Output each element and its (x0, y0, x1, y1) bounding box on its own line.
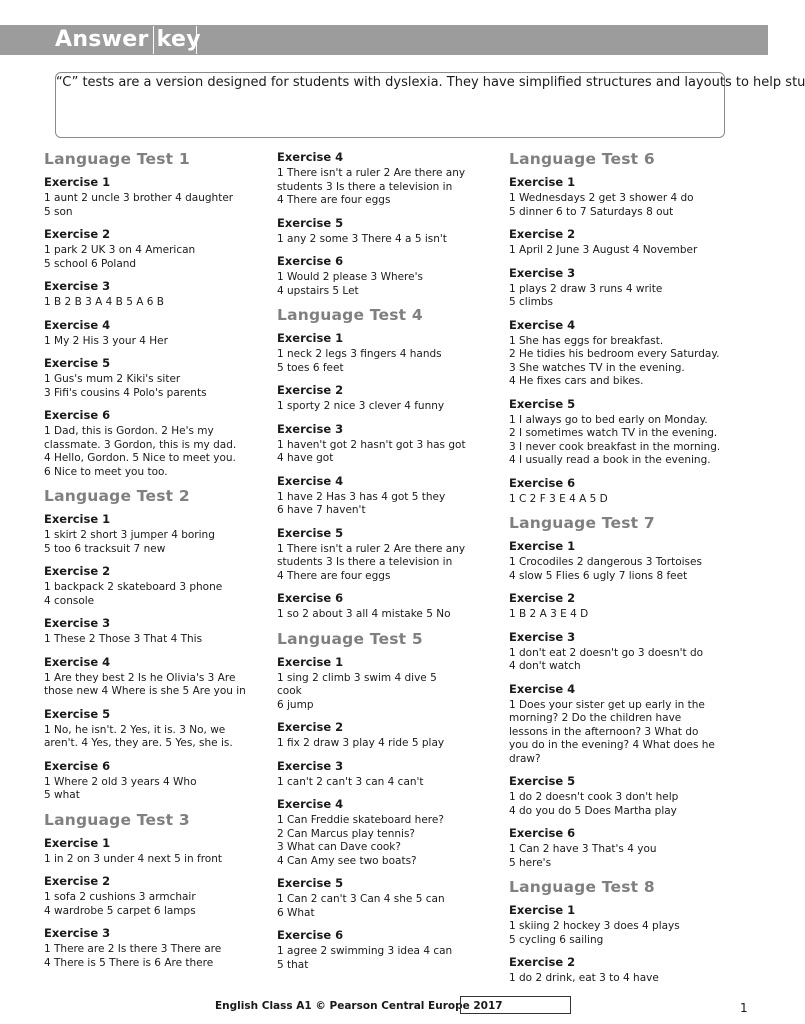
answer-line: 1 These 2 Those 3 That 4 This (44, 633, 203, 645)
exercise-heading: Exercise 1 (509, 903, 576, 917)
answer-line: 4 There is 5 There is 6 Are there (44, 956, 214, 969)
language-test-heading: Language Test 1 (44, 150, 190, 168)
answer-line: 1 sofa 2 cushions 3 armchair (44, 891, 196, 903)
exercise-block (44, 408, 266, 479)
answer-line: 1 don't eat 2 doesn't go 3 doesn't do (509, 646, 704, 659)
exercise-heading: Exercise 1 (277, 331, 344, 345)
answer-line: 5 dinner 6 to 7 Saturdays 8 out (509, 205, 674, 218)
answer-line: 6 jump (277, 698, 314, 711)
language-test-heading: Language Test 6 (509, 150, 655, 168)
answer-line: 5 climbs (509, 296, 553, 308)
exercise-heading: Exercise 3 (44, 926, 111, 940)
exercise-block (277, 383, 499, 414)
answer-line: students 3 Is there a television in (277, 180, 453, 193)
answer-line: 1 C 2 F 3 E 4 A 5 D (509, 492, 608, 505)
exercise-block (509, 175, 731, 219)
answer-line: 5 too 6 tracksuit 7 new (44, 542, 166, 555)
answer-line: 1 so 2 about 3 all 4 mistake 5 No (277, 608, 451, 620)
answer-line: 1 Gus's mum 2 Kiki's siter (44, 373, 181, 385)
answer-line: 1 aunt 2 uncle 3 brother 4 daughter (44, 192, 234, 204)
exercise-block (44, 874, 266, 918)
answer-line: 4 upstairs 5 Let (277, 284, 359, 297)
answer-line: 4 don't watch (509, 660, 581, 672)
exercise-heading: Exercise 5 (44, 706, 111, 721)
exercise-heading: Exercise 4 (509, 681, 576, 696)
exercise-block (509, 539, 731, 583)
exercise-block (509, 266, 731, 310)
exercise-block (44, 759, 266, 803)
exercise-block (277, 422, 499, 466)
exercise-heading: Exercise 1 (44, 835, 111, 850)
answer-line: 1 There are 2 Is there 3 There are (44, 943, 222, 955)
exercise-heading: Exercise 2 (277, 383, 344, 397)
exercise-heading: Exercise 2 (44, 874, 111, 888)
exercise-heading: Exercise 5 (44, 356, 111, 370)
exercise-heading: Exercise 2 (277, 720, 344, 734)
exercise-block (277, 150, 499, 208)
answer-line: 1 Does your sister get up early in the (509, 698, 705, 711)
exercise-heading: Exercise 5 (277, 876, 344, 890)
exercise-block (509, 903, 731, 947)
answer-line: 1 B 2 A 3 E 4 D (509, 608, 589, 620)
answer-line: 5 cycling 6 sailing (509, 933, 604, 946)
exercise-heading: Exercise 3 (509, 629, 576, 644)
text-selection-box (153, 26, 197, 54)
answer-line: 1 plays 2 draw 3 runs 4 write (509, 282, 663, 295)
exercise-heading: Exercise 3 (44, 616, 111, 630)
answer-line: 4 Can Amy see two boats? (277, 854, 417, 867)
language-test-heading: Language Test 3 (44, 810, 190, 829)
answer-line: 3 She watches TV in the evening. (509, 361, 685, 374)
exercise-block (277, 876, 499, 920)
exercise-block (277, 797, 499, 868)
answer-line: 4 He fixes cars and bikes. (509, 375, 644, 387)
exercise-heading: Exercise 4 (509, 317, 576, 332)
exercise-block (277, 216, 499, 247)
answer-line: 1 April 2 June 3 August 4 November (509, 244, 698, 256)
answer-line: 1 Wednesdays 2 get 3 shower 4 do (509, 192, 694, 204)
answer-line: 1 sporty 2 nice 3 clever 4 funny (277, 400, 445, 412)
answer-line: 1 backpack 2 skateboard 3 phone (44, 581, 223, 593)
page-number: 1 (740, 1001, 748, 1015)
exercise-block (277, 655, 499, 713)
page-title: Answer key (55, 27, 201, 52)
exercise-block (509, 227, 731, 258)
exercise-heading: Exercise 2 (44, 564, 111, 578)
language-test-heading: Language Test 5 (277, 629, 423, 648)
answer-line: 1 Can 2 have 3 That's 4 you (509, 843, 657, 855)
exercise-block (44, 356, 266, 400)
answer-line: 1 fix 2 draw 3 play 4 ride 5 play (277, 737, 445, 749)
exercise-heading: Exercise 6 (44, 408, 111, 422)
exercise-block (509, 774, 731, 818)
exercise-block (44, 926, 266, 970)
answer-line: aren't. 4 Yes, they are. 5 Yes, she is. (44, 737, 233, 749)
answer-line: 1 do 2 drink, eat 3 to 4 have (509, 972, 659, 984)
answer-line: 3 Fifi's cousins 4 Polo's parents (44, 386, 207, 399)
exercise-block (277, 526, 499, 584)
exercise-heading: Exercise 6 (509, 826, 576, 840)
answer-line: classmate. 3 Gordon, this is my dad. (44, 438, 237, 451)
answer-line: 1 There isn't a ruler 2 Are there any (277, 167, 466, 179)
answer-column-2 (277, 150, 499, 980)
answer-line: 2 Can Marcus play tennis? (277, 827, 416, 840)
exercise-heading: Exercise 2 (509, 591, 576, 605)
exercise-block (509, 630, 731, 674)
answer-line: 1 Can Freddie skateboard here? (277, 814, 444, 826)
answer-line: 1 skirt 2 short 3 jumper 4 boring (44, 529, 215, 541)
exercise-heading: Exercise 3 (277, 758, 344, 773)
answer-column-3 (509, 150, 731, 994)
exercise-heading: Exercise 2 (44, 227, 111, 241)
exercise-heading: Exercise 5 (509, 774, 576, 788)
answer-line: 1 skiing 2 hockey 3 does 4 plays (509, 920, 680, 932)
language-test-heading: Language Test 2 (44, 487, 190, 505)
exercise-block (509, 955, 731, 986)
answer-line: 1 in 2 on 3 under 4 next 5 in front (44, 852, 222, 865)
exercise-block (44, 227, 266, 271)
language-test-heading: Language Test 4 (277, 306, 423, 324)
answer-line: 1 B 2 B 3 A 4 B 5 A 6 B (44, 296, 164, 308)
answer-line: 5 toes 6 feet (277, 361, 344, 374)
exercise-block (44, 318, 266, 349)
exercise-heading: Exercise 1 (44, 175, 111, 189)
exercise-heading: Exercise 1 (509, 175, 576, 189)
exercise-block (44, 616, 266, 647)
answer-line: 3 I never cook breakfast in the morning. (509, 440, 721, 453)
exercise-block (509, 682, 731, 767)
answer-line: 4 Hello, Gordon. 5 Nice to meet you. (44, 452, 236, 464)
answer-line: 3 What can Dave cook? (277, 841, 401, 853)
answer-column-1 (44, 150, 266, 978)
answer-line: 4 There are four eggs (277, 569, 391, 582)
answer-line: 5 here's (509, 856, 552, 869)
answer-line: 4 wardrobe 5 carpet 6 lamps (44, 904, 196, 917)
answer-line: 6 have 7 haven't (277, 504, 366, 516)
exercise-block (509, 397, 731, 468)
answer-line: 1 sing 2 climb 3 swim 4 dive 5 (277, 671, 437, 684)
answer-line: 4 I usually read a book in the evening. (509, 454, 711, 466)
exercise-heading: Exercise 6 (277, 591, 344, 605)
answer-line: 2 I sometimes watch TV in the evening. (509, 427, 718, 439)
answer-line: 4 have got (277, 452, 334, 464)
exercise-heading: Exercise 4 (44, 317, 111, 332)
answer-line: 1 have 2 Has 3 has 4 got 5 they (277, 490, 446, 503)
answer-line: 1 park 2 UK 3 on 4 American (44, 244, 196, 256)
answer-line: morning? 2 Do the children have (509, 712, 682, 724)
exercise-block (44, 707, 266, 751)
exercise-block (509, 591, 731, 622)
footer-selection-box (460, 996, 571, 1014)
exercise-block (277, 759, 499, 790)
answer-line: 5 son (44, 205, 73, 218)
exercise-block (509, 826, 731, 870)
answer-line: you do in the evening? 4 What does he (509, 739, 715, 751)
answer-line: 1 She has eggs for breakfast. (509, 334, 664, 347)
answer-line: 4 console (44, 594, 95, 607)
exercise-block (277, 928, 499, 972)
exercise-heading: Exercise 3 (277, 421, 344, 436)
answer-line: cook (277, 685, 302, 697)
exercise-heading: Exercise 4 (277, 150, 344, 164)
answer-line: 2 He tidies his bedroom every Saturday. (509, 348, 720, 360)
answer-line: 4 There are four eggs (277, 194, 391, 206)
exercise-heading: Exercise 3 (509, 265, 576, 280)
exercise-heading: Exercise 1 (277, 654, 344, 669)
answer-line: 4 do you do 5 Does Martha play (509, 804, 677, 817)
exercise-block (277, 720, 499, 751)
exercise-heading: Exercise 5 (509, 396, 576, 411)
answer-line: 6 What (277, 906, 315, 919)
answer-line: 4 slow 5 Flies 6 ugly 7 lions 8 feet (509, 569, 688, 582)
answer-line: 5 that (277, 958, 309, 971)
answer-line: 1 haven't got 2 hasn't got 3 has got (277, 438, 466, 451)
answer-line: 1 I always go to bed early on Monday. (509, 413, 708, 426)
exercise-heading: Exercise 1 (509, 539, 576, 553)
exercise-block (44, 512, 266, 556)
exercise-block (277, 474, 499, 518)
answer-line: 1 Where 2 old 3 years 4 Who (44, 775, 197, 788)
exercise-heading: Exercise 4 (44, 654, 111, 669)
answer-line: 5 school 6 Poland (44, 257, 137, 270)
answer-line: 1 Dad, this is Gordon. 2 He's my (44, 425, 214, 437)
answer-line: 1 neck 2 legs 3 fingers 4 hands (277, 348, 442, 360)
language-test-heading: Language Test 7 (509, 514, 655, 532)
exercise-block (44, 279, 266, 310)
intro-note-box (55, 72, 805, 138)
answer-line: 1 can't 2 can't 3 can 4 can't (277, 775, 424, 788)
exercise-block (277, 591, 499, 622)
answer-line: 5 what (44, 789, 80, 801)
answer-line: those new 4 Where is she 5 Are you in (44, 685, 246, 697)
exercise-heading: Exercise 5 (277, 525, 344, 540)
exercise-heading: Exercise 6 (44, 758, 111, 773)
answer-line: 1 do 2 doesn't cook 3 don't help (509, 791, 679, 803)
exercise-block (509, 318, 731, 389)
exercise-block (277, 254, 499, 298)
exercise-heading: Exercise 2 (509, 227, 576, 241)
footer-copyright: English Class A1 © Pearson Central Europe 2017 (215, 1000, 503, 1012)
exercise-block (44, 175, 266, 219)
answer-line: 1 Would 2 please 3 Where's (277, 271, 423, 283)
exercise-block (44, 655, 266, 699)
answer-line: draw? (509, 752, 541, 765)
exercise-heading: Exercise 4 (277, 797, 344, 811)
answer-line: 1 My 2 His 3 your 4 Her (44, 334, 168, 347)
exercise-heading: Exercise 3 (44, 279, 111, 293)
answer-line: 1 any 2 some 3 There 4 a 5 isn't (277, 232, 447, 245)
exercise-block (509, 476, 731, 507)
exercise-block (44, 564, 266, 608)
answer-line: 6 Nice to meet you too. (44, 465, 168, 478)
exercise-heading: Exercise 2 (509, 955, 576, 969)
exercise-heading: Exercise 6 (277, 928, 344, 942)
exercise-heading: Exercise 6 (277, 254, 344, 268)
exercise-heading: Exercise 5 (277, 215, 344, 230)
answer-line: 1 Can 2 can't 3 Can 4 she 5 can (277, 893, 445, 905)
answer-line: 1 No, he isn't. 2 Yes, it is. 3 No, we (44, 723, 226, 736)
answer-line: 1 Crocodiles 2 dangerous 3 Tortoises (509, 556, 702, 568)
exercise-heading: Exercise 4 (277, 473, 344, 488)
language-test-heading: Language Test 8 (509, 878, 655, 896)
exercise-block (277, 331, 499, 375)
answer-line: students 3 Is there a television in (277, 556, 453, 568)
answer-line: 1 Are they best 2 Is he Olivia's 3 Are (44, 671, 236, 684)
answer-line: 1 There isn't a ruler 2 Are there any (277, 542, 466, 555)
exercise-block (44, 836, 266, 867)
intro-note-text: “C” tests are a version designed for students with dyslexia. They have simplified structures and layouts to help stu (56, 75, 805, 90)
exercise-heading: Exercise 6 (509, 475, 576, 490)
answer-line: lessons in the afternoon? 3 What do (509, 725, 699, 738)
answer-line: 1 agree 2 swimming 3 idea 4 can (277, 945, 453, 957)
exercise-heading: Exercise 1 (44, 512, 111, 526)
